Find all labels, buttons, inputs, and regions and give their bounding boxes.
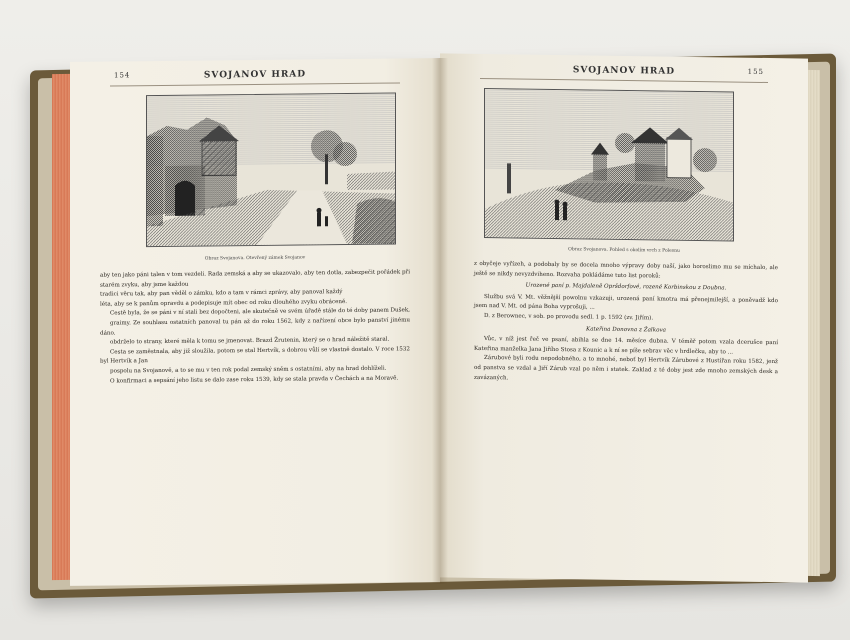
right-header-rule	[480, 78, 768, 83]
right-paragraph: Vůc, v níž jest řeč ve psaní, abihla se dne 14. měsíce dubna. V téměř potom vzala dcerušce paní Kateřina manželka Jana Jiřího Stosa z Kounic a k ní se píše sebrav věc v hrdlečku, aby to ...	[474, 336, 778, 356]
right-page-title: SVOJANOV HRAD	[572, 65, 676, 77]
left-paragraph: pospolu na Svojanově, a to se mu v ten rok podal zemský sněm s ostatními, aby na hrad dohlíželi.	[110, 365, 387, 375]
left-page	[70, 58, 440, 586]
left-paragraph: graimy. Ze souhlasu ostatních panoval tu pán až do roku 1562, kdy z nařízení obce bylo panství jinému dáno.	[100, 317, 410, 337]
left-paragraph: aby ten jako páni talen v tom vezdeli. Rada zemská a aby se ukazovalo, aby ten dotla, zabezpečit pořádek při starém zvyku, aby jsme každou	[100, 269, 410, 289]
left-page-header	[70, 68, 440, 81]
right-page	[440, 53, 808, 582]
left-paragraph: tradici věru tak, aby pan věděl o zámku, kdo a tam v rámci zprávy, aby panoval každý	[100, 289, 343, 298]
left-paragraph: O konfirmaci a sepsání jeho listu se dalo zase roku 1539, kdy se stala pravda v Čechách a na Moravě.	[110, 375, 399, 385]
right-paragraph-address: Urozené paní p. Majdaleně Opršdorfové, rozené Korbinskou z Doubna.	[525, 282, 727, 292]
right-paragraph: D. z Berownec, v sob. po provodu sedl. 1 p. 1592 (zv. Jiřím).	[484, 313, 654, 322]
left-header-rule	[110, 82, 400, 86]
page-edges-right	[806, 70, 820, 576]
left-page-number: 154	[114, 71, 131, 80]
right-paragraph: z obyčeje vyřízeh, a podobaly by se docela mnoho výpravy doby naší, jako horoslimo mu se míchalo, ale ještě se nikdy nevyzdviheno. Rozvaha pokládáme tuto list poroků:	[474, 260, 778, 280]
right-paragraph-signature: Kateřina Donovna z Žalkova	[586, 326, 666, 334]
left-page-title: SVOJANOV HRAD	[203, 69, 307, 81]
left-paragraph: obdrželo to strany, které měla k tomu se jmenovat. Brazd Žrutenin, který se o hrad náležitě staral.	[110, 336, 390, 346]
right-illustration	[484, 88, 734, 241]
left-paragraph: léta, aby se k panům opravdu a podepisuje mít obec od roku dlouhého zvyku obráceně.	[100, 298, 348, 308]
right-illustration-caption: Obraz Svojanova. Pohled s okolím vrch z Polesnu	[568, 247, 680, 254]
left-illustration-caption: Obraz Svojanova. Otevřený zámek Svojanov	[204, 255, 306, 262]
right-paragraph: Službu svá V. Mt. věžnější powolnu vzkazuji, urozená paní kmotra má přenejmilejší, a poněvadž kdo jsem nad V. Mt. od pána Boha vyprošuji, ...	[474, 293, 778, 311]
left-paragraph: Cesta se zaměstnala, aby již sloužila, potom se stal Hertvík, s dobrou vůlí se vlastně dostalo. V roce 1532 byl Hertvík a Jan	[100, 346, 410, 365]
right-page-number: 155	[747, 67, 764, 76]
book-gutter	[432, 58, 448, 584]
left-paragraph: Cestě byla, že se páni v ní stali bez dopočteni, ale skutečně ve svém úřadě stále do té doby panem Dušek,	[110, 307, 410, 317]
right-paragraph: Zárubové byli rodu nepodobného, a to mnohé, neboť byl Hertvík Zárubové z Hustířan roku 1582, jenž od panstva se vzdal a Jiří Zárub vzal po něm i statek. Zaklad z té doby jest zde mnoho zemských desk a zavázaných.	[474, 355, 778, 381]
right-page-header	[440, 63, 808, 77]
right-body-text	[474, 260, 778, 387]
left-illustration	[146, 93, 396, 248]
left-body-text	[100, 268, 410, 386]
page-edges-left	[52, 74, 70, 580]
